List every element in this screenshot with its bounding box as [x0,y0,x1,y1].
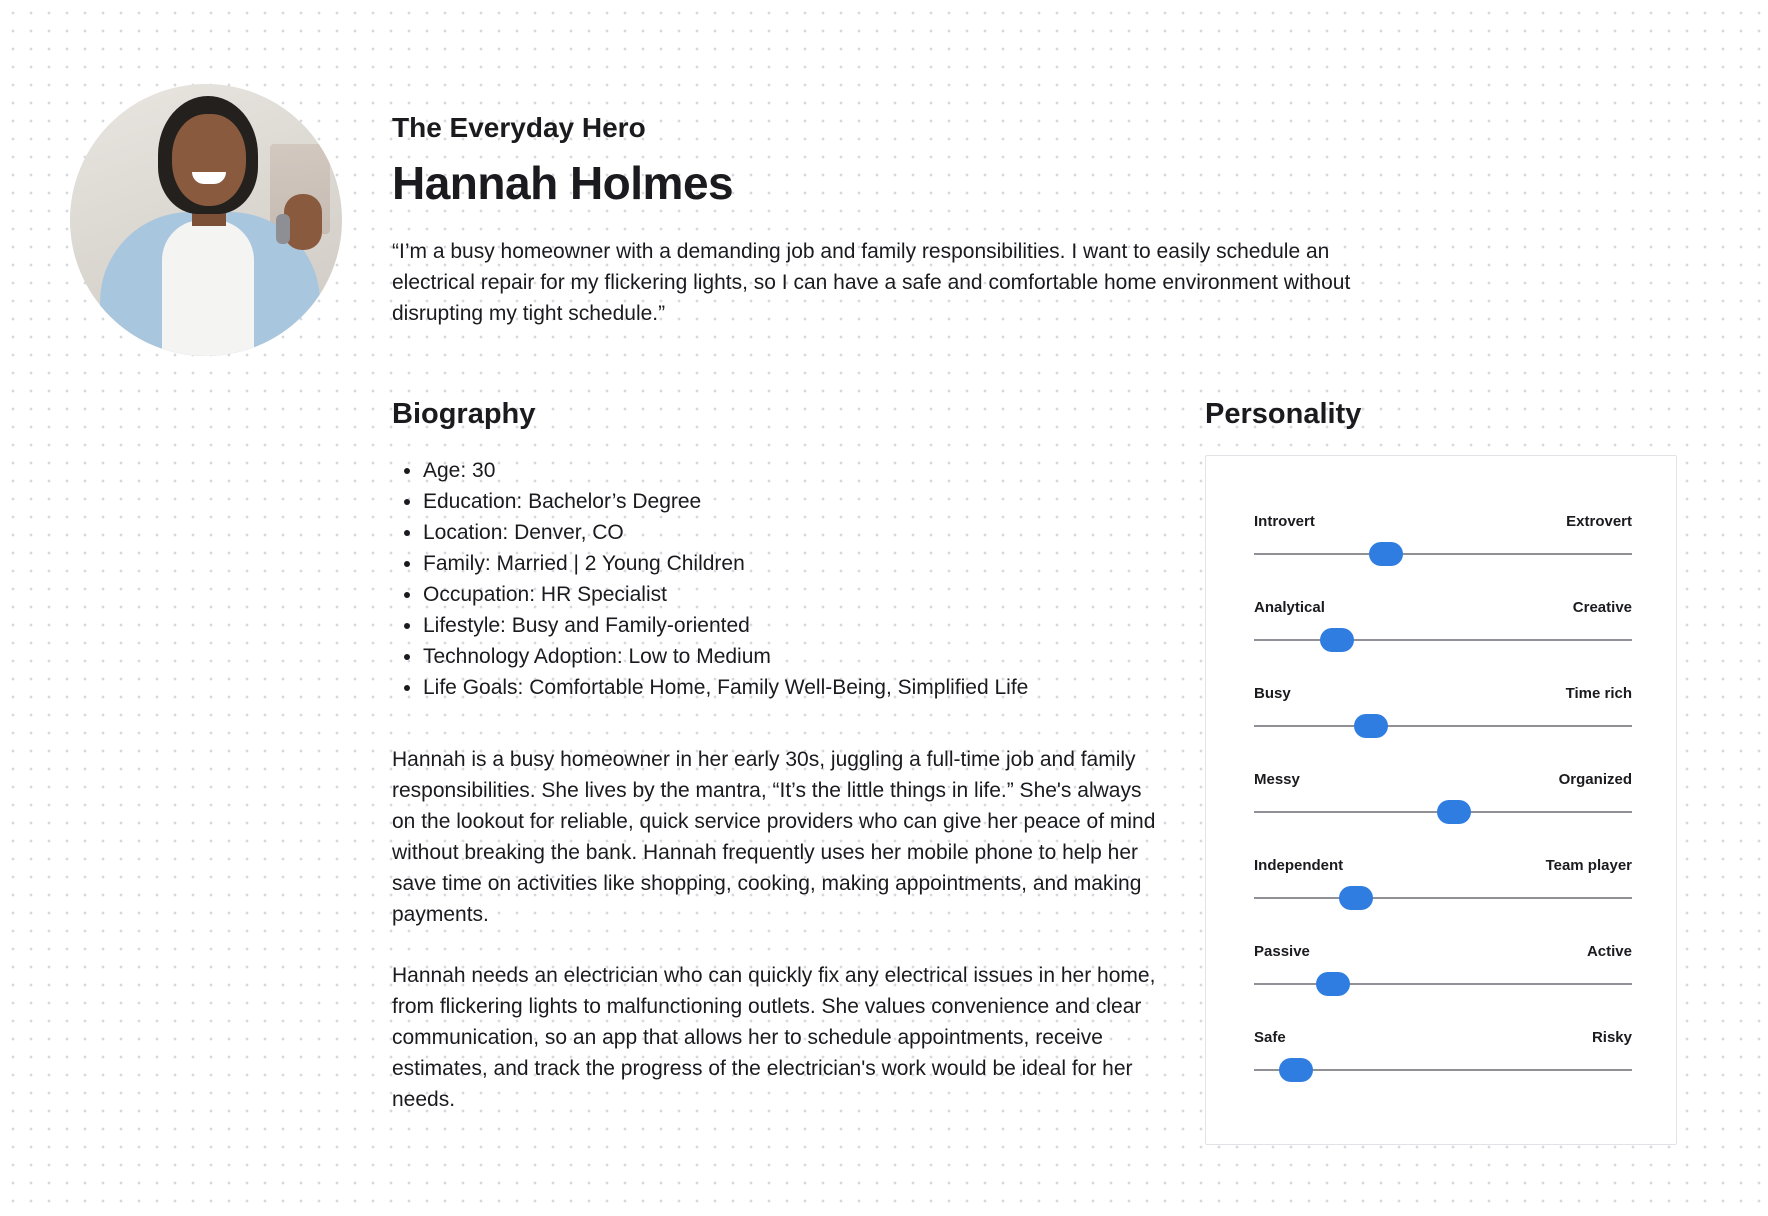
avatar-face [172,114,246,206]
trait-slider-track[interactable] [1254,639,1632,641]
avatar [70,84,342,356]
trait-slider-knob[interactable] [1279,1058,1313,1082]
trait-slider-track[interactable] [1254,725,1632,727]
trait-passive-active [1254,943,1632,1003]
trait-introvert-extrovert [1254,513,1632,573]
personality-card [1205,455,1677,1145]
trait-slider-track[interactable] [1254,897,1632,899]
trait-slider-knob[interactable] [1437,800,1471,824]
persona-subtitle: The Everyday Hero [392,112,646,143]
biography-paragraph: Hannah needs an electrician who can quickly fix any electrical issues in her home, from flickering lights to malfunctioning outlets. She values convenience and clear communication, so an app that allows her to schedule appointments, receive estimates, and track the progress of the electrician's work would be ideal for her needs. [392,964,1156,1111]
trait-right-label: Team player [1545,857,1632,874]
trait-slider-knob[interactable] [1316,972,1350,996]
biography-item: • Location: Denver, CO [423,517,1028,548]
keys-icon [276,214,290,244]
biography-item: • Technology Adoption: Low to Medium [423,641,1028,672]
trait-left-label: Passive [1254,943,1310,960]
trait-right-label: Risky [1591,1029,1632,1046]
biography-item: • Life Goals: Comfortable Home, Family Well-Being, Simplified Life [423,672,1028,703]
biography-item: • Occupation: HR Specialist [423,579,1028,610]
trait-slider-track[interactable] [1254,983,1632,985]
biography-item: • Age: 30 [423,455,1028,486]
trait-independent-team-player [1254,857,1632,917]
trait-slider-knob[interactable] [1369,542,1403,566]
trait-slider-knob[interactable] [1320,628,1354,652]
trait-left-label: Independent [1254,857,1344,874]
trait-right-label: Active [1586,943,1632,960]
trait-slider-track[interactable] [1254,553,1632,555]
trait-busy-time-rich [1254,685,1632,745]
trait-left-label: Messy [1254,771,1300,788]
biography-heading: Biography [392,398,536,430]
persona-name: Hannah Holmes [392,157,734,209]
biography-item: • Family: Married | 2 Young Children [423,548,1028,579]
trait-right-label: Time rich [1565,685,1632,702]
avatar-tee [162,220,254,356]
trait-left-label: Busy [1254,685,1291,702]
trait-slider-knob[interactable] [1354,714,1388,738]
biography-list [392,455,1028,703]
biography-paragraph: Hannah is a busy homeowner in her early 30s, juggling a full-time job and family responsibilities. She lives by the mantra, “It’s the little things in life.” She's always on the lookout for reliable, quick service providers who can give her peace of mind without breaking the bank. Hannah frequently uses her mobile phone to help her save time on activities like shopping, cooking, making appointments, and making payments. [392,748,1156,926]
trait-left-label: Analytical [1254,599,1325,616]
trait-right-label: Organized [1558,771,1632,788]
trait-analytical-creative [1254,599,1632,659]
biography-item: • Lifestyle: Busy and Family-oriented [423,610,1028,641]
trait-left-label: Introvert [1254,513,1315,530]
trait-slider-knob[interactable] [1339,886,1373,910]
persona-quote: “I’m a busy homeowner with a demanding job and family responsibilities. I want to easily schedule an electrical repair for my flickering lights, so I can have a safe and comfortable home environment without disrupting my tight schedule.” [392,240,1351,325]
personality-heading: Personality [1205,398,1362,430]
trait-right-label: Extrovert [1566,513,1632,530]
trait-messy-organized [1254,771,1632,831]
trait-safe-risky [1254,1029,1632,1089]
trait-left-label: Safe [1254,1029,1286,1046]
trait-right-label: Creative [1572,599,1632,616]
biography-item: • Education: Bachelor’s Degree [423,486,1028,517]
